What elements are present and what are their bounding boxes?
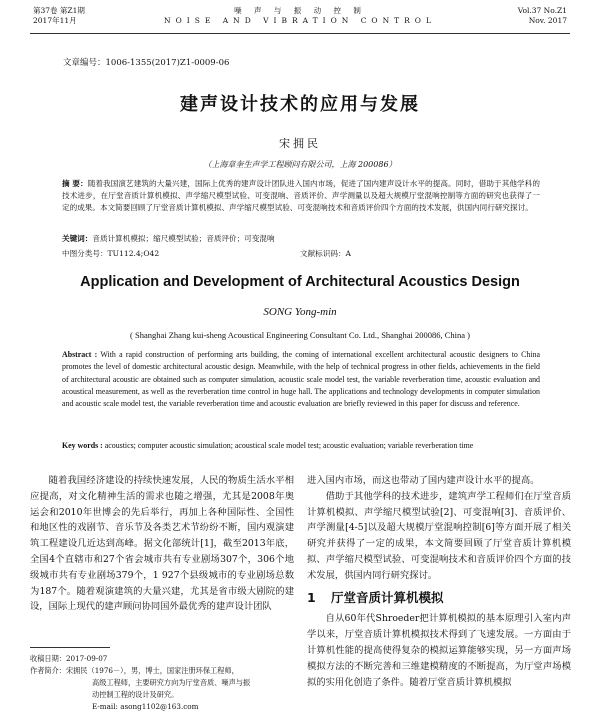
keywords-cn xyxy=(62,233,540,244)
body-paragraph: 随着我国经济建设的持续快速发展，人民的物质生活水平相应提高，对文化精神生活的需求也随之增强，尤其是2008年奥运会和2010年世博会的先后举行，再加上各种国际性、全国性和地区性的戏剧节、音乐节及各类艺术节纷纷不断，国内观演建筑工程建设几近达到高峰。据文化部统计[1]，截至2013年底，全国4个直辖市和27个省会城市共有专业剧场307个，306个地级城市共有专业剧场379个，1 927个县级城市的专业剧场总数为187个。随着观演建筑的大量兴建，尤其是省市级大剧院的建设，国际上现代的建声顾问协同国外最优秀的建声设计团队 xyxy=(30,475,294,613)
abstract-cn xyxy=(62,178,540,215)
document-code: 文献标识码：A xyxy=(300,249,352,258)
journal-name-en: NOISE AND VIBRATION CONTROL xyxy=(164,16,436,25)
keywords-en-text: acoustics; computer acoustic simulation; acoustical scale model test; acoustic evaluation; variable reverberation time xyxy=(104,441,474,450)
author-info: 作者简介：宋拥民（1976－），男，博士，国家注册环保工程师， xyxy=(30,666,239,675)
body-paragraph: 借助于其他学科的技术进步，建筑声学工程师们在厅堂音质计算机模拟、声学缩尺模型试验[2]、可变混响[3]、音质评价、声学测量[4-5]以及超大规模厅堂混响控制[6]等方面开展了相关研究并获得了一定的成果，本文简要回顾了厅堂音质计算机模拟、声学缩尺模型试验、可变混响技术和音质评价四个方面的技术发展，供国内同行研究探讨。 xyxy=(307,490,571,581)
footnote-rule xyxy=(30,647,110,648)
abstract-en-label: Abstract : xyxy=(62,350,98,359)
received-date: 收稿日期：2017-09-07 xyxy=(30,654,108,663)
body-column-right xyxy=(307,473,571,690)
journal-name xyxy=(0,6,600,26)
volume-issue-en: Vol.37 No.Z1 xyxy=(517,6,567,15)
volume-issue-cn: 第37卷 第Z1期 xyxy=(33,6,85,15)
journal-volume-issue-en xyxy=(518,6,567,26)
clc-number: 中图分类号：TU112.4;O42 xyxy=(62,249,160,258)
body-paragraph: 进入国内市场，而这也带动了国内建声设计水平的提高。 xyxy=(307,475,540,486)
issue-date-cn: 2017年11月 xyxy=(33,16,77,25)
section-title: 厅堂音质计算机模拟 xyxy=(331,589,444,605)
journal-name-cn: 噪 声 与 振 动 控 制 xyxy=(234,6,366,15)
abstract-cn-text: 随着我国演艺建筑的大量兴建，国际上优秀的建声设计团队进入国内市场，促进了国内建声设计水平的提高。同时，借助于其他学科的技术进步，在厅堂音质计算机模拟、声学缩尺模型试验、可变混响、音质评价、声学测量以及超大规模厅堂混响控制等方面的研究也获得了一定的成果。本文简要回顾了厅堂音质计算机模拟、声学缩尺模型试验、可变混响技术和音质评价四个方面的技术发展，供国内同行研究探讨。 xyxy=(62,179,540,213)
issue-date-en: Nov. 2017 xyxy=(528,16,567,25)
affiliation-cn: （上海章奎生声学工程顾问有限公司，上海 200086） xyxy=(203,160,397,169)
author-info: 高级工程师，主要研究方向为厅堂音质、噪声与振 xyxy=(92,678,251,687)
body-paragraph: 自从60年代Shroeder把计算机模拟的基本原理引入室内声学以来，厅堂音质计算机模拟技术得到了飞速发展。一方面由于计算机性能的提高使得复杂的模拟运算能够实现，另一方面声场模拟方法的不断完善和三维建模精度的不断提高，为厅堂声场模拟的实用化创造了条件。随着厅堂音质计算机模拟 xyxy=(307,613,571,688)
keywords-en-label: Key words : xyxy=(62,441,103,450)
abstract-cn-label: 摘 要： xyxy=(62,179,88,188)
section-heading xyxy=(307,590,571,606)
author-en: SONG Yong-min xyxy=(263,306,337,318)
author-cn: 宋拥民 xyxy=(279,137,321,150)
keywords-cn-label: 关键词： xyxy=(62,234,93,243)
affiliation-en: ( Shanghai Zhang kui-sheng Acoustical Engineering Consultant Co. Ltd., Shanghai 200086, China ) xyxy=(130,330,470,340)
keywords-en xyxy=(62,440,540,452)
keywords-cn-text: 音质计算机模拟；缩尺模型试验；音质评价；可变混响 xyxy=(92,234,275,243)
author-info: 动控制工程的设计及研究。 xyxy=(92,690,179,699)
header-rule xyxy=(30,33,570,34)
abstract-en-text: With a rapid construction of performing arts building, the coming of international excellent architectural acoustic designers to China promotes the level of domestic architectural acoustic design. Meanwhile, with the help of technical progress in other fields, achievements in the field of architectural acoustic are obtained such as computer simulation, acoustic scale model test, the variable reverberation time, acoustic evaluation and acoustical measurement, as well as the reverberation time control in huge hall. The applications and technology developments in computer simulation and acoustic scale model test, the variable reverberation time and acoustic evaluation are briefly reviewed in this paper for discuss and reference. xyxy=(62,350,540,409)
title-cn: 建声设计技术的应用与发展 xyxy=(180,94,420,115)
body-column-left xyxy=(30,473,294,615)
footnotes xyxy=(30,653,300,713)
article-number: 文章编号：1006-1355(2017)Z1-0009-06 xyxy=(63,58,230,68)
abstract-en xyxy=(62,349,540,410)
section-number: 1 xyxy=(307,589,316,605)
classification-row xyxy=(62,248,540,259)
author-email: E-mail: asong1102@163.com xyxy=(92,702,199,711)
title-en: Application and Development of Architectural Acoustics Design xyxy=(80,274,520,290)
